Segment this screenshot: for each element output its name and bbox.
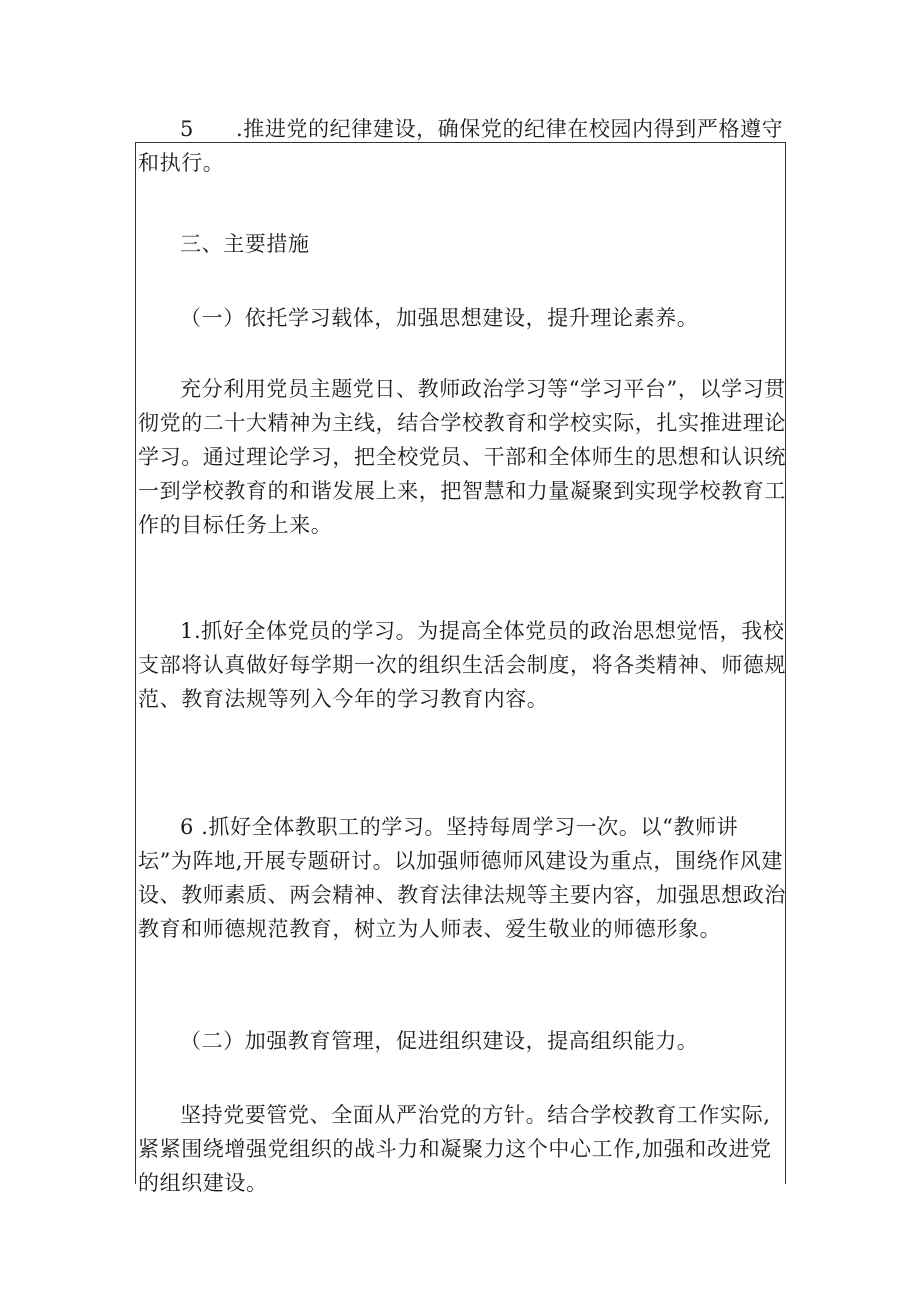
- subsection-2-heading: （二）加强教育管理，促进组织建设，提高组织能力。: [180, 1029, 699, 1053]
- list-item-5-text: .推进党的纪律建设，确保党的纪律在校园内得到严格遵守和执行。: [138, 117, 784, 175]
- frame-left-border: [135, 142, 136, 1184]
- paragraph-2: 1.抓好全体党员的学习。为提高全体党员的政治思想觉悟，我校支部将认真做好每学期一次的组织生活会制度，将各类精神、师德规范、教育法规等列入今年的学习教育内容。: [138, 619, 786, 711]
- list-item-5-number: 5: [180, 117, 194, 141]
- list-item-5: [138, 112, 788, 180]
- section-3-heading: 三、主要措施: [180, 232, 310, 256]
- subsection-1-heading: （一）依托学习载体，加强思想建设，提升理论素养。: [180, 306, 699, 330]
- paragraph-1: 充分利用党员主题党日、教师政治学习等“学习平台”，以学习贯彻党的二十大精神为主线，结合学校教育和学校实际，扎实推进理论学习。通过理论学习，把全校党员、干部和全体师生的思想和认识统一到学校教育的和谐发展上来，把智慧和力量凝聚到实现学校教育工作的目标任务上来。: [138, 377, 786, 537]
- paragraph-4: 坚持党要管党、全面从严治党的方针。结合学校教育工作实际,紧紧围绕增强党组织的战斗力和凝聚力这个中心工作,加强和改进党的组织建设。: [138, 1103, 772, 1195]
- paragraph-3: 6 .抓好全体教职工的学习。坚持每周学习一次。以“教师讲坛”为阵地,开展专题研讨。以加强师德师风建设为重点，围绕作风建设、教师素质、两会精神、教育法律法规等主要内容，加强思想政治教育和师德规范教育，树立为人师表、爱生敬业的师德形象。: [138, 815, 786, 941]
